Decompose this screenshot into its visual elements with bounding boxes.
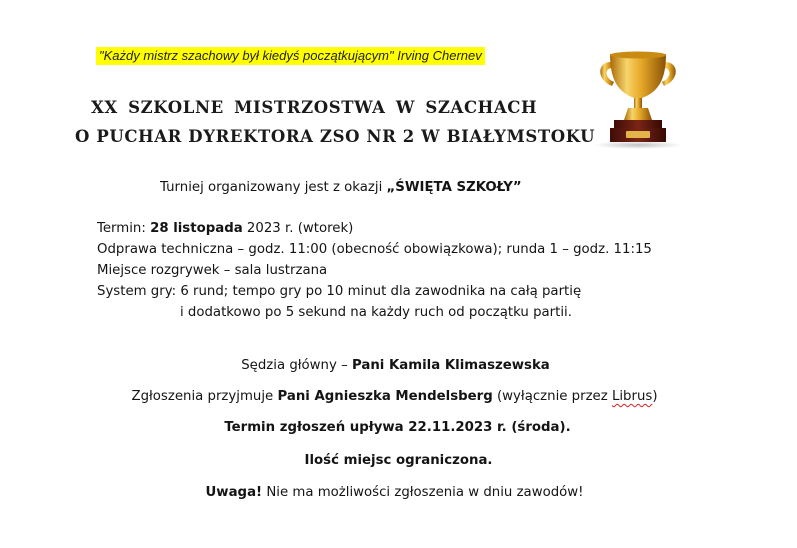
signup-suffix: ) [652,389,658,404]
signup-system: Librus [611,389,653,404]
deadline-text: Termin zgłoszeń upływa 22.11.2023 r. (środa). [224,420,571,435]
title-line-1: XX SZKOLNE MISTRZOSTWA W SZACHACH [91,98,538,117]
note-line [0,482,793,503]
judge-prefix: Sędzia główny – [241,358,352,373]
system-line-1: System gry: 6 rund; tempo gry po 10 minut dla zawodnika na całą partię [97,284,582,299]
note-rest: Nie ma możliwości zgłoszenia w dniu zawodów! [262,485,584,500]
occasion-line [160,177,522,198]
limited-text: Ilość miejsc ograniczona. [304,453,493,468]
date-line [97,218,652,239]
judge-line [0,355,794,376]
signup-name: Pani Agnieszka Mendelsberg [277,389,493,404]
signup-line [0,386,793,407]
occasion-highlight: „ŚWIĘTA SZKOŁY” [386,180,522,195]
occasion-prefix: Turniej organizowany jest z okazji [160,180,387,195]
judge-name: Pani Kamila Klimaszewska [351,358,550,373]
note-bold: Uwaga! [205,485,263,500]
signup-prefix: Zgłoszenia przyjmuje [131,389,278,404]
limited-line [0,450,797,471]
deadline-line [0,417,796,438]
signup-middle: (wyłącznie przez [492,389,612,404]
date-bold: 28 listopada [150,221,243,236]
title-line-2: O PUCHAR DYREKTORA ZSO NR 2 W BIAŁYMSTOKU [75,127,596,146]
quote-highlight: "Każdy mistrz szachowy był kiedyś początkującym" Irving Chernev [96,47,485,65]
date-label: Termin: [97,221,151,236]
briefing-line: Odprawa techniczna – godz. 11:00 (obecność obowiązkowa); runda 1 – godz. 11:15 [97,242,652,257]
trophy-icon [592,48,684,150]
date-rest: 2023 r. (wtorek) [242,221,354,236]
tournament-details [97,218,652,323]
venue-line: Miejsce rozgrywek – sala lustrzana [97,263,328,278]
system-line-2: i dodatkowo po 5 sekund na każdy ruch od początku partii. [180,305,572,320]
